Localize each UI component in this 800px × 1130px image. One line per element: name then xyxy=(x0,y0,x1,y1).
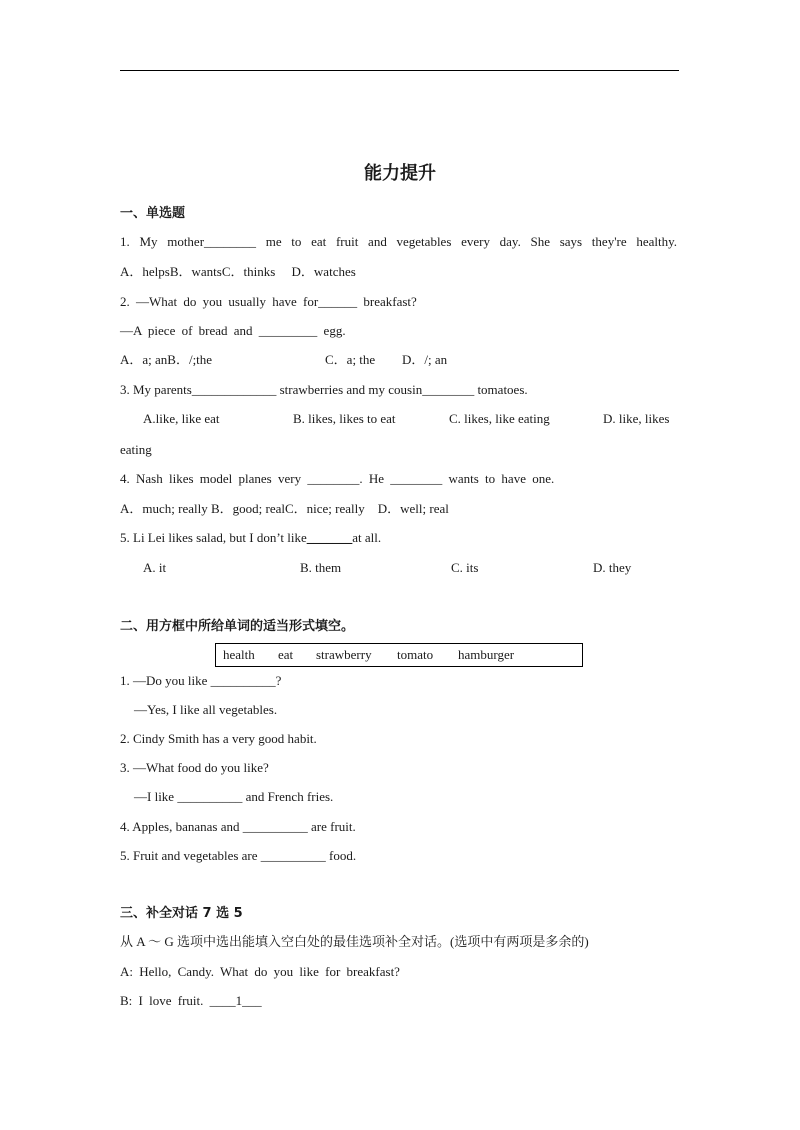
fill-item-2: 2. Cindy Smith has a very good habit. xyxy=(120,731,317,746)
section3-instruction: 从 A ～ G 选项中选出能填入空白处的最佳选项补全对话。(选项中有两项是多余的) xyxy=(120,934,589,949)
q1-options: A．helpsB．wantsC．thinks D．watches xyxy=(120,264,356,279)
page-title: 能力提升 xyxy=(364,163,436,184)
q4-stem: 4. Nash likes model planes very ________. He ________ wants to have one. xyxy=(120,471,555,486)
q5-option-a: A. it xyxy=(143,560,167,575)
fill-item-4: 4. Apples, bananas and __________ are fruit. xyxy=(120,819,356,834)
section3-heading: 三、补全对话 7 选 5 xyxy=(120,906,243,921)
word-box-item: eat xyxy=(278,647,294,662)
q5-option-b: B. them xyxy=(300,560,342,575)
fill-item-5: 5. Fruit and vegetables are __________ food. xyxy=(120,848,357,863)
word-box-item: strawberry xyxy=(316,647,372,662)
q3-option-b: B. likes, likes to eat xyxy=(293,411,396,426)
fill-item-1: 1. —Do you like __________? xyxy=(120,673,282,688)
fill-item-1-reply: —Yes, I like all vegetables. xyxy=(134,702,278,717)
header-rule xyxy=(120,70,679,71)
q5-stem-post: at all. xyxy=(352,530,382,545)
q5-stem xyxy=(120,529,381,547)
q4-options: A．much; really B．good; realC．nice; really D．well; real xyxy=(120,501,449,516)
dialogue-line-b: B: I love fruit. ____1___ xyxy=(120,993,262,1008)
q5-stem-pre: 5. Li Lei likes salad, but I don’t like xyxy=(120,530,307,545)
q5-option-d: D. they xyxy=(593,560,632,575)
q3-option-d: D. like, likes xyxy=(603,411,670,426)
q3-option-d-cont: eating xyxy=(120,442,152,457)
word-box xyxy=(215,643,583,667)
q2-option-d: D．/; an xyxy=(402,352,448,367)
q3-stem: 3. My parents_____________ strawberries and my cousin________ tomatoes. xyxy=(120,382,528,397)
q5-option-c: C. its xyxy=(451,560,479,575)
q1-stem: 1. My mother________ me to eat fruit and vegetables every day. She says they're healthy. xyxy=(120,234,677,249)
q2-stem-1: 2. —What do you usually have for______ breakfast? xyxy=(120,294,417,309)
q3-option-c: C. likes, like eating xyxy=(449,411,550,426)
q5-stem-blank: _______ xyxy=(306,530,353,545)
q2-option-c: C．a; the xyxy=(325,352,376,367)
dialogue-line-a: A: Hello, Candy. What do you like for breakfast? xyxy=(120,964,400,979)
q2-stem-2: —A piece of bread and _________ egg. xyxy=(120,323,346,338)
q2-options-ab: A．a; anB．/;the xyxy=(120,352,213,367)
fill-item-3-reply: —I like __________ and French fries. xyxy=(134,789,334,804)
section1-heading: 一、单选题 xyxy=(120,206,186,221)
section2-heading: 二、用方框中所给单词的适当形式填空。 xyxy=(120,619,355,634)
fill-item-3: 3. —What food do you like? xyxy=(120,760,269,775)
word-box-item: tomato xyxy=(397,647,434,662)
q3-option-a: A.like, like eat xyxy=(143,411,220,426)
word-box-item: health xyxy=(223,647,255,662)
word-box-item: hamburger xyxy=(458,647,515,662)
